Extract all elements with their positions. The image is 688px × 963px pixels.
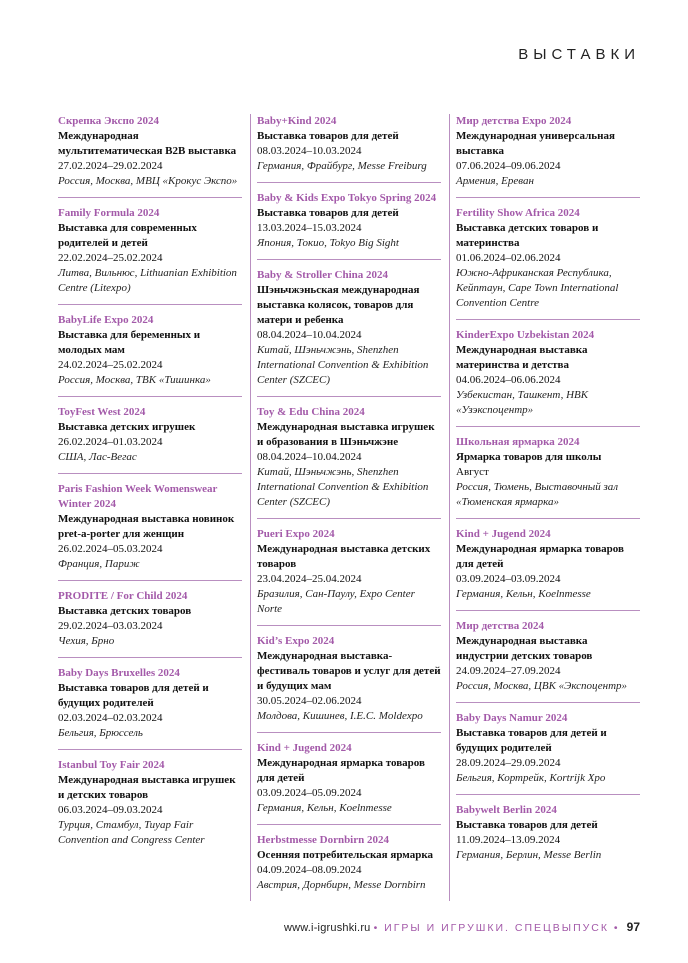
- footer-site[interactable]: www.i-igrushki.ru: [283, 922, 371, 934]
- exhibition-name: Istanbul Toy Fair 2024: [58, 759, 165, 771]
- exhibition-place: Литва, Вильнюс, Lithuanian Exhibition Centre (Litexpo): [58, 267, 237, 294]
- exhibition-name: Toy & Edu China 2024: [257, 406, 365, 418]
- exhibition-name: Kind + Jugend 2024: [456, 528, 551, 540]
- exhibition-place: США, Лас-Вегас: [58, 451, 137, 463]
- exhibition-dates: 13.03.2024–15.03.2024: [257, 222, 362, 234]
- exhibition-place: Китай, Шэньчжэнь, Shenzhen International Convention & Exhibition Center (SZCEC): [257, 344, 429, 386]
- exhibition-entry: [456, 619, 640, 703]
- exhibition-place: Россия, Москва, ТВК «Тишинка»: [58, 374, 211, 386]
- exhibition-dates: 02.03.2024–02.03.2024: [58, 712, 163, 724]
- exhibition-entry: [58, 206, 242, 305]
- exhibition-entry: [257, 268, 441, 397]
- exhibition-description: Выставка товаров для детей: [257, 207, 399, 219]
- exhibition-dates: 23.04.2024–25.04.2024: [257, 573, 362, 585]
- exhibition-place: Германия, Кельн, Koelnmesse: [456, 588, 591, 600]
- exhibition-entry: [456, 711, 640, 795]
- exhibition-name: Babywelt Berlin 2024: [456, 804, 557, 816]
- exhibition-dates: 07.06.2024–09.06.2024: [456, 160, 561, 172]
- exhibition-description: Шэньчжэньская международная выставка колясок, товаров для матери и ребенка: [257, 284, 420, 326]
- exhibition-entry: [58, 589, 242, 658]
- exhibition-name: PRODITE / For Child 2024: [58, 590, 188, 602]
- exhibition-description: Выставка товаров для детей и будущих родителей: [456, 727, 607, 754]
- exhibition-description: Международная выставка-фестиваль товаров и услуг для детей и будущих мам: [257, 650, 441, 692]
- exhibition-entry: [58, 313, 242, 397]
- exhibition-dates: Август: [456, 466, 489, 478]
- exhibition-name: Pueri Expo 2024: [257, 528, 335, 540]
- exhibition-dates: 24.02.2024–25.02.2024: [58, 359, 163, 371]
- exhibition-entry: [257, 114, 441, 183]
- exhibition-description: Международная выставка новинок pret-a-porter для женщин: [58, 513, 235, 540]
- exhibition-entry: [456, 435, 640, 519]
- exhibition-entry: [257, 191, 441, 260]
- exhibition-name: Baby & Kids Expo Tokyo Spring 2024: [257, 192, 437, 204]
- exhibition-place: Россия, Москва, ЦВК «Экспоцентр»: [456, 680, 628, 692]
- exhibition-description: Международная универсальная выставка: [456, 130, 615, 157]
- footer-magazine: • ИГРЫ И ИГРУШКИ. СПЕЦВЫПУСК •: [373, 922, 620, 934]
- section-title: ВЫСТАВКИ: [518, 46, 640, 63]
- exhibition-columns: [58, 114, 640, 901]
- exhibition-name: Baby Days Bruxelles 2024: [58, 667, 180, 679]
- exhibition-entry: [58, 482, 242, 581]
- exhibition-dates: 26.02.2024–05.03.2024: [58, 543, 163, 555]
- exhibition-name: KinderExpo Uzbekistan 2024: [456, 329, 595, 341]
- exhibition-dates: 04.06.2024–06.06.2024: [456, 374, 561, 386]
- exhibition-name: Baby+Kind 2024: [257, 115, 337, 127]
- page-number: 97: [626, 920, 640, 934]
- exhibition-description: Международная ярмарка товаров для детей: [257, 757, 425, 784]
- exhibition-name: Скрепка Экспо 2024: [58, 115, 160, 127]
- exhibition-place: Бельгия, Брюссель: [58, 727, 143, 739]
- exhibition-entry: [257, 527, 441, 626]
- exhibition-description: Выставка товаров для детей и будущих родителей: [58, 682, 209, 709]
- exhibition-place: Япония, Токио, Tokyo Big Sight: [257, 237, 399, 249]
- exhibition-entry: [456, 527, 640, 611]
- exhibition-dates: 08.04.2024–10.04.2024: [257, 451, 362, 463]
- exhibition-dates: 03.09.2024–03.09.2024: [456, 573, 561, 585]
- exhibition-dates: 22.02.2024–25.02.2024: [58, 252, 163, 264]
- exhibition-entry: [58, 405, 242, 474]
- exhibition-name: ToyFest West 2024: [58, 406, 146, 418]
- exhibition-dates: 11.09.2024–13.09.2024: [456, 834, 561, 846]
- exhibition-description: Выставка для современных родителей и детей: [58, 222, 197, 249]
- exhibition-description: Выставка товаров для детей: [456, 819, 598, 831]
- exhibition-dates: 03.09.2024–05.09.2024: [257, 787, 362, 799]
- column-right: [449, 114, 640, 901]
- exhibition-entry: [58, 666, 242, 750]
- exhibition-place: Бельгия, Кортрейк, Kortrijk Xpo: [456, 772, 606, 784]
- exhibition-name: BabyLife Expo 2024: [58, 314, 154, 326]
- exhibition-entry: [456, 328, 640, 427]
- exhibition-description: Международная выставка игрушек и детских товаров: [58, 774, 236, 801]
- exhibition-entry: [257, 833, 441, 901]
- exhibition-name: Baby & Stroller China 2024: [257, 269, 388, 281]
- exhibition-place: Германия, Фрайбург, Messe Freiburg: [257, 160, 427, 172]
- exhibition-name: Paris Fashion Week Womenswear Winter 2024: [58, 483, 218, 510]
- exhibition-description: Международная выставка индустрии детских товаров: [456, 635, 593, 662]
- exhibition-description: Осенняя потребительская ярмарка: [257, 849, 433, 861]
- column-left: [58, 114, 242, 901]
- exhibition-description: Выставка детских товаров и материнства: [456, 222, 599, 249]
- exhibition-entry: [257, 405, 441, 519]
- exhibition-dates: 27.02.2024–29.02.2024: [58, 160, 163, 172]
- exhibition-place: Чехия, Брно: [58, 635, 115, 647]
- exhibition-place: Бразилия, Сан-Паулу, Expo Center Norte: [257, 588, 415, 615]
- exhibition-entry: [58, 758, 242, 856]
- exhibition-place: Китай, Шэньчжэнь, Shenzhen International Convention & Exhibition Center (SZCEC): [257, 466, 429, 508]
- exhibition-name: Herbstmesse Dornbirn 2024: [257, 834, 389, 846]
- exhibition-place: Австрия, Дорнбирн, Messe Dornbirn: [257, 879, 426, 891]
- exhibition-dates: 06.03.2024–09.03.2024: [58, 804, 163, 816]
- exhibition-place: Армения, Ереван: [456, 175, 534, 187]
- exhibition-dates: 01.06.2024–02.06.2024: [456, 252, 561, 264]
- exhibition-description: Международная выставка материнства и детства: [456, 344, 588, 371]
- exhibition-place: Южно-Африканская Республика, Кейптаун, Cape Town International Convention Centre: [456, 267, 619, 309]
- exhibition-place: Франция, Париж: [58, 558, 140, 570]
- exhibition-description: Международная выставка игрушек и образования в Шэньчжэне: [257, 421, 435, 448]
- exhibition-description: Выставка товаров для детей: [257, 130, 399, 142]
- exhibition-name: Мир детства 2024: [456, 620, 545, 632]
- exhibition-description: Выставка детских товаров: [58, 605, 192, 617]
- exhibition-entry: [58, 114, 242, 198]
- exhibition-name: Baby Days Namur 2024: [456, 712, 568, 724]
- exhibition-place: Турция, Стамбул, Tuyap Fair Convention and Congress Center: [58, 819, 205, 846]
- exhibition-entry: [257, 741, 441, 825]
- exhibition-dates: 30.05.2024–02.06.2024: [257, 695, 362, 707]
- exhibition-entry: [456, 803, 640, 871]
- exhibition-description: Выставка детских игрушек: [58, 421, 196, 433]
- exhibition-description: Выставка для беременных и молодых мам: [58, 329, 201, 356]
- exhibition-name: Мир детства Expo 2024: [456, 115, 572, 127]
- exhibition-place: Германия, Берлин, Messe Berlin: [456, 849, 602, 861]
- exhibition-name: Kid’s Expo 2024: [257, 635, 335, 647]
- exhibition-name: Kind + Jugend 2024: [257, 742, 352, 754]
- exhibition-entry: [456, 114, 640, 198]
- exhibition-name: Family Formula 2024: [58, 207, 160, 219]
- exhibition-entry: [257, 634, 441, 733]
- exhibition-place: Россия, Москва, МВЦ «Крокус Экспо»: [58, 175, 238, 187]
- exhibition-dates: 24.09.2024–27.09.2024: [456, 665, 561, 677]
- exhibition-dates: 08.03.2024–10.03.2024: [257, 145, 362, 157]
- column-middle: [250, 114, 441, 901]
- exhibition-place: Молдова, Кишинев, I.E.C. Moldexpo: [257, 710, 423, 722]
- exhibition-place: Россия, Тюмень, Выставочный зал «Тюменская ярмарка»: [456, 481, 619, 508]
- exhibition-name: Fertility Show Africa 2024: [456, 207, 580, 219]
- exhibition-dates: 29.02.2024–03.03.2024: [58, 620, 163, 632]
- exhibition-place: Узбекистан, Ташкент, НВК «Узэкспоцентр»: [456, 389, 589, 416]
- exhibition-description: Международная ярмарка товаров для детей: [456, 543, 624, 570]
- exhibition-description: Международная выставка детских товаров: [257, 543, 431, 570]
- exhibition-dates: 08.04.2024–10.04.2024: [257, 329, 362, 341]
- exhibition-place: Германия, Кельн, Koelnmesse: [257, 802, 392, 814]
- exhibition-dates: 26.02.2024–01.03.2024: [58, 436, 163, 448]
- exhibition-description: Ярмарка товаров для школы: [456, 451, 602, 463]
- exhibition-dates: 04.09.2024–08.09.2024: [257, 864, 362, 876]
- exhibition-entry: [456, 206, 640, 320]
- exhibition-description: Международная мультитематическая B2B выставка: [58, 130, 237, 157]
- exhibition-name: Школьная ярмарка 2024: [456, 436, 580, 448]
- exhibition-dates: 28.09.2024–29.09.2024: [456, 757, 561, 769]
- page-footer: [284, 920, 640, 934]
